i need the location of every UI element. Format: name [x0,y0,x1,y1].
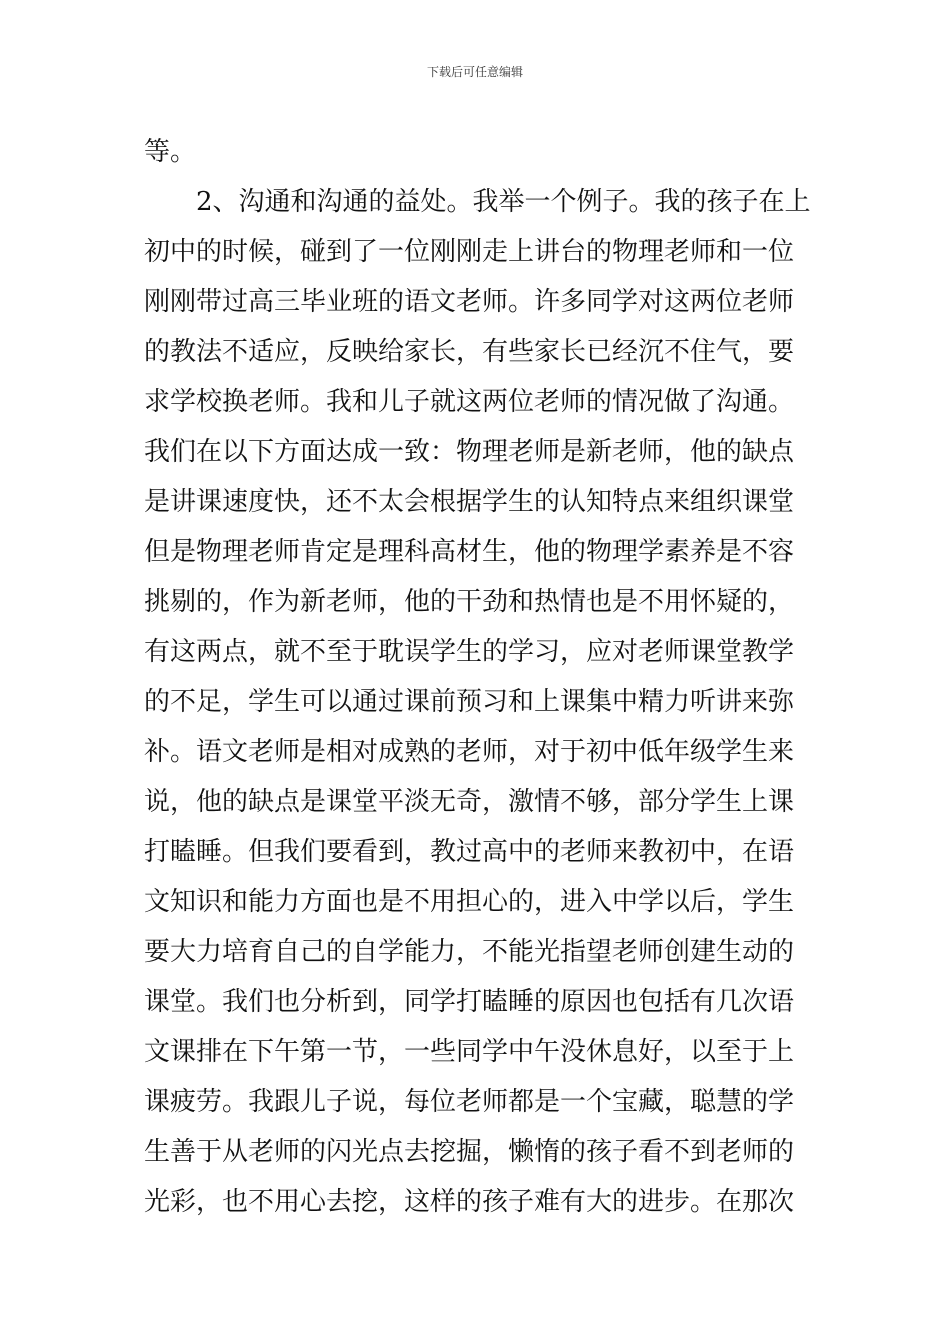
text-line: 打瞌睡。但我们要看到，教过高中的老师来教初中，在语 [144,837,795,867]
text-line: 补。语文老师是相对成熟的老师，对于初中低年级学生来 [144,737,795,767]
text-line: 生善于从老师的闪光点去挖掘，懒惰的孩子看不到老师的 [144,1137,795,1167]
text-line: 我们在以下方面达成一致：物理老师是新老师，他的缺点 [144,437,795,467]
text-line: 刚刚带过高三毕业班的语文老师。许多同学对这两位老师 [144,287,795,317]
text-line: 等。 [144,137,197,167]
text-line: 文知识和能力方面也是不用担心的，进入中学以后，学生 [144,887,795,917]
text-line: 初中的时候，碰到了一位刚刚走上讲台的物理老师和一位 [144,237,795,267]
text-line: 求学校换老师。我和儿子就这两位老师的情况做了沟通。 [144,387,795,417]
text-line: 是讲课速度快，还不太会根据学生的认知特点来组织课堂 [144,487,795,517]
text-line: 光彩，也不用心去挖，这样的孩子难有大的进步。在那次 [144,1187,795,1217]
document-body [144,127,814,1227]
text-line: 有这两点，就不至于耽误学生的学习，应对老师课堂教学 [144,637,795,667]
text-line: 的不足，学生可以通过课前预习和上课集中精力听讲来弥 [144,687,795,717]
text-line: 但是物理老师肯定是理科高材生，他的物理学素养是不容 [144,537,795,567]
text-line: 课疲劳。我跟儿子说，每位老师都是一个宝藏，聪慧的学 [144,1087,795,1117]
text-line: 要大力培育自己的自学能力，不能光指望老师创建生动的 [144,937,795,967]
text-line: 的教法不适应，反映给家长，有些家长已经沉不住气，要 [144,337,795,367]
text-line: 说，他的缺点是课堂平淡无奇，激情不够，部分学生上课 [144,787,795,817]
text-line: 课堂。我们也分析到，同学打瞌睡的原因也包括有几次语 [144,987,795,1017]
text-line: 2、沟通和沟通的益处。我举一个例子。我的孩子在上 [144,187,811,217]
text-line: 文课排在下午第一节，一些同学中午没休息好，以至于上 [144,1037,795,1067]
page-header: 下载后可任意编辑 [426,65,523,79]
text-line: 挑剔的，作为新老师，他的干劲和热情也是不用怀疑的， [144,587,795,617]
